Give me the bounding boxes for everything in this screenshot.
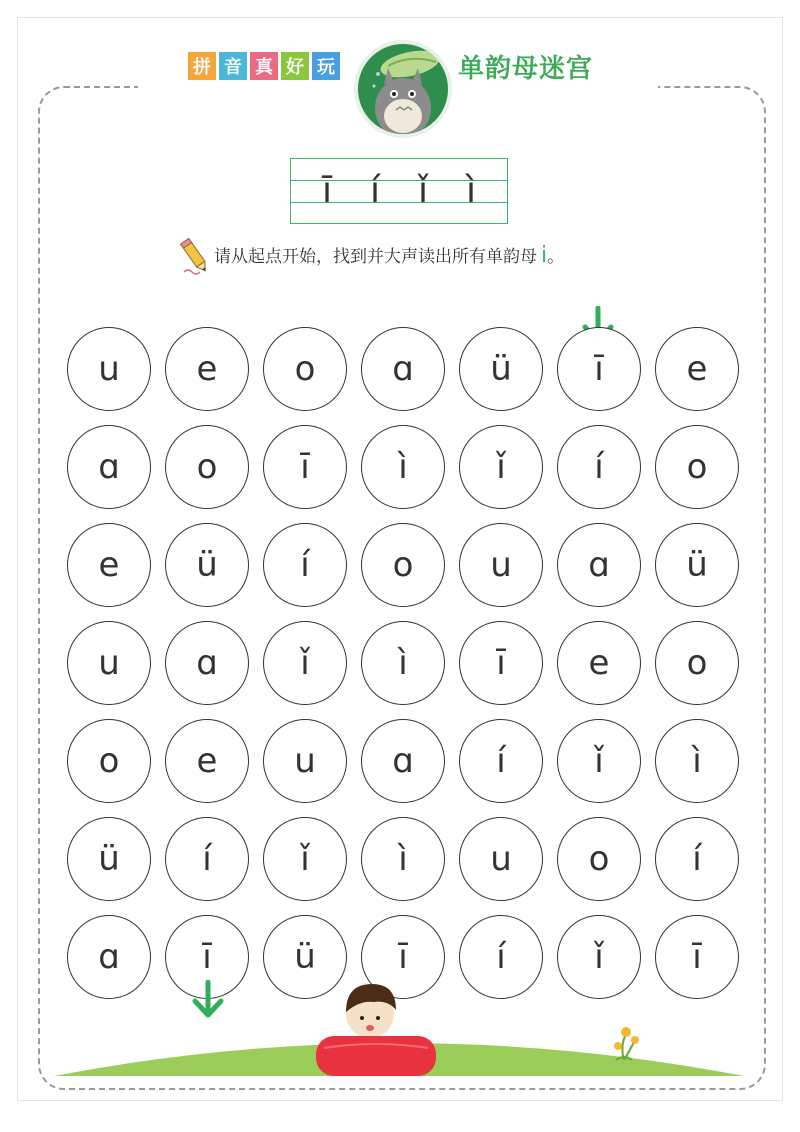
maze-cell[interactable]: ü xyxy=(165,523,249,607)
maze-cell[interactable]: ī xyxy=(655,915,739,999)
maze-cell[interactable]: ü xyxy=(459,327,543,411)
target-letter: i xyxy=(541,243,548,268)
tone-mark: í xyxy=(369,170,380,211)
maze-cell[interactable]: o xyxy=(67,719,151,803)
maze-cell[interactable]: ī xyxy=(459,621,543,705)
maze-cell[interactable]: ì xyxy=(655,719,739,803)
maze-cell[interactable]: u xyxy=(67,327,151,411)
maze-cell[interactable]: e xyxy=(165,327,249,411)
maze-cell[interactable]: ɑ xyxy=(361,327,445,411)
maze-cell[interactable]: ɑ xyxy=(361,719,445,803)
maze-cell[interactable]: o xyxy=(655,621,739,705)
maze-cell[interactable]: e xyxy=(165,719,249,803)
maze-cell[interactable]: e xyxy=(557,621,641,705)
maze-cell[interactable]: í xyxy=(557,425,641,509)
maze-cell[interactable]: o xyxy=(263,327,347,411)
maze-cell[interactable]: ǐ xyxy=(263,817,347,901)
maze-cell[interactable]: í xyxy=(165,817,249,901)
header-tag: 拼 xyxy=(188,52,216,80)
tone-mark: ī xyxy=(321,170,332,211)
header-tag: 音 xyxy=(219,52,247,80)
child-icon xyxy=(316,984,436,1076)
header-tag: 真 xyxy=(250,52,278,80)
maze-cell[interactable]: ī xyxy=(557,327,641,411)
maze-cell[interactable]: ü xyxy=(67,817,151,901)
maze-cell[interactable]: ɑ xyxy=(557,523,641,607)
maze-cell[interactable]: í xyxy=(459,719,543,803)
ground-scene xyxy=(18,18,782,1100)
maze-cell[interactable]: e xyxy=(655,327,739,411)
maze-cell[interactable]: ī xyxy=(165,915,249,999)
maze-cell[interactable]: u xyxy=(263,719,347,803)
maze-cell[interactable]: ī xyxy=(263,425,347,509)
instruction-end: 。 xyxy=(547,247,565,267)
maze-cell[interactable]: ɑ xyxy=(67,915,151,999)
tone-mark: ǐ xyxy=(417,170,428,211)
maze-cell[interactable]: í xyxy=(459,915,543,999)
instruction-text: 请从起点开始，找到并大声读出所有单韵母 xyxy=(214,247,537,267)
maze-cell[interactable]: e xyxy=(67,523,151,607)
maze-cell[interactable]: ī xyxy=(361,915,445,999)
maze-cell[interactable]: ǐ xyxy=(459,425,543,509)
maze-cell[interactable]: ì xyxy=(361,817,445,901)
maze-cell[interactable]: o xyxy=(165,425,249,509)
maze-cell[interactable]: í xyxy=(263,523,347,607)
maze-cell[interactable]: u xyxy=(459,817,543,901)
page-title: 单韵母迷宫 xyxy=(458,54,594,84)
worksheet-page xyxy=(18,18,782,1100)
maze-cell[interactable]: ü xyxy=(655,523,739,607)
maze-cell[interactable]: ì xyxy=(361,425,445,509)
header-tag: 玩 xyxy=(312,52,340,80)
maze-cell[interactable]: ü xyxy=(263,915,347,999)
maze-cell[interactable]: u xyxy=(459,523,543,607)
maze-cell[interactable]: o xyxy=(557,817,641,901)
maze-cell[interactable]: í xyxy=(655,817,739,901)
header-tag: 好 xyxy=(281,52,309,80)
maze-cell[interactable]: ǐ xyxy=(263,621,347,705)
maze-cell[interactable]: ì xyxy=(361,621,445,705)
tone-mark: ì xyxy=(465,170,476,211)
maze-cell[interactable]: u xyxy=(67,621,151,705)
maze-cell[interactable]: ɑ xyxy=(165,621,249,705)
maze-cell[interactable]: ǐ xyxy=(557,719,641,803)
maze-cell[interactable]: o xyxy=(655,425,739,509)
flower-icon xyxy=(614,1027,639,1060)
maze-cell[interactable]: ǐ xyxy=(557,915,641,999)
maze-cell[interactable]: ɑ xyxy=(67,425,151,509)
maze-cell[interactable]: o xyxy=(361,523,445,607)
